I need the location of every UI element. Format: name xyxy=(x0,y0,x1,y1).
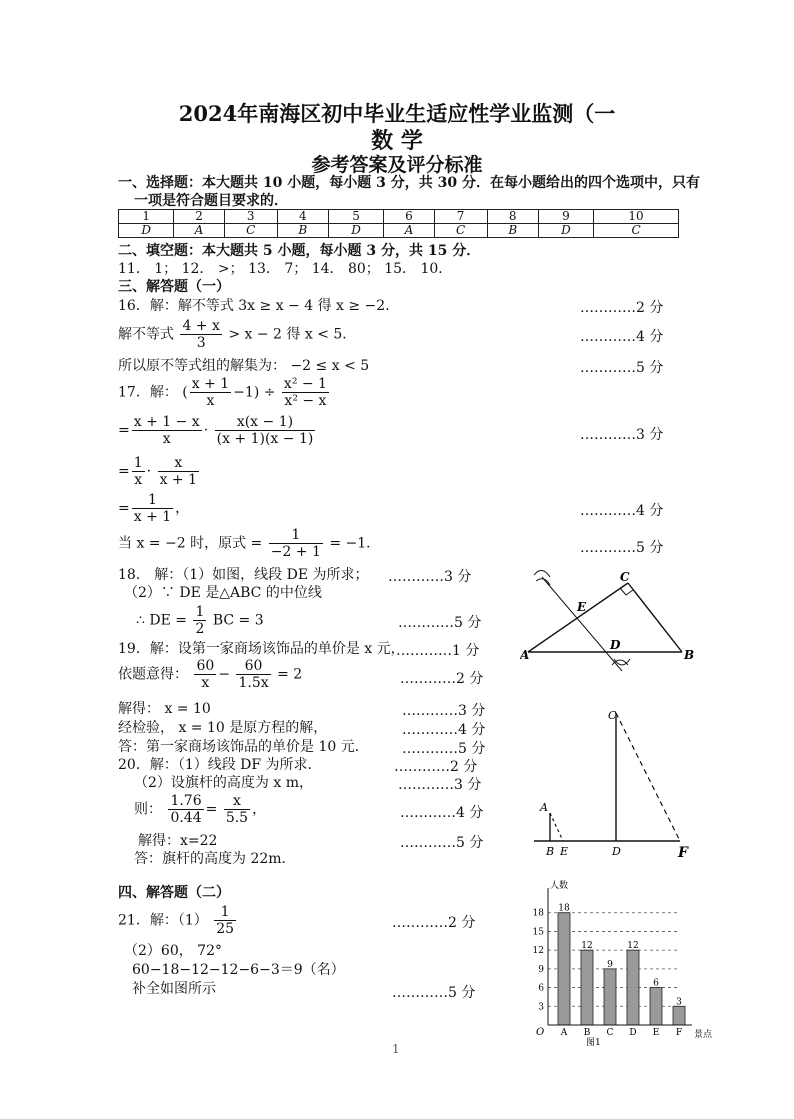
q20-line5: 答：旗杆的高度为 22m． xyxy=(134,851,296,867)
q18-frac xyxy=(193,604,206,637)
q20-line3-pre: 则： xyxy=(134,801,162,818)
q21-line1-pre: 21．解：（1） xyxy=(118,912,208,929)
frac-numerator: 4 + x xyxy=(182,318,220,334)
frac-denominator: 1.5x xyxy=(238,675,269,691)
q18-line3-post: BC = 3 xyxy=(212,612,264,629)
q21-line4: 补全如图所示 xyxy=(132,981,216,997)
q20-line1: 20．解：（1）线段 DF 为所求． xyxy=(118,757,322,773)
fill-in-answers: 11． 1； 12． >； 13． 7； 14． 80； 15． 10． xyxy=(118,261,453,277)
q17-frac-a xyxy=(190,376,231,409)
bar-D xyxy=(627,950,639,1025)
frac-numerator: x + 1 − x xyxy=(133,414,200,430)
y-tick-label: 9 xyxy=(538,964,544,975)
q19-line1: 19．解：设第一家商场该饰品的单价是 x 元， xyxy=(118,641,405,657)
q17-frac-b xyxy=(282,376,329,409)
q16-fraction xyxy=(180,318,221,351)
answer-cell: A xyxy=(384,224,434,238)
answer-cell: C xyxy=(594,224,679,238)
frac-denominator: 25 xyxy=(216,921,235,937)
frac-denominator: 3 xyxy=(196,335,206,351)
qnum-cell: 7 xyxy=(434,210,487,224)
frac-numerator: x + 1 xyxy=(191,376,230,392)
bar-value-label: 9 xyxy=(607,959,613,970)
label-d: D xyxy=(610,638,621,652)
answer-cell: D xyxy=(538,224,593,238)
answer-cell: C xyxy=(434,224,487,238)
q21-bar-chart xyxy=(522,878,722,1048)
x-tick-label: F xyxy=(675,1028,683,1038)
frac-denominator: −2 + 1 xyxy=(270,544,321,560)
frac-denominator: (x + 1)(x − 1) xyxy=(216,431,314,447)
frac-numerator: x² − 1 xyxy=(283,376,327,392)
q16-line2-post: > x − 2 得 x < 5． xyxy=(228,326,357,343)
answer-row xyxy=(119,224,679,238)
q19-line2: 依题意得： $\frac{60}{x}$ − $\frac{60}{1.5x}$ = 2 xyxy=(118,658,303,691)
q18-triangle-figure xyxy=(520,555,700,675)
q19-frac-a xyxy=(194,658,216,691)
qnum-cell: 9 xyxy=(538,210,593,224)
q21-points4: …………5 分 xyxy=(392,985,476,1001)
q20-line4: 解得：x=22 xyxy=(138,833,218,849)
q20-points2: …………3 分 xyxy=(398,777,482,793)
q17-step5 xyxy=(118,527,380,560)
qnum-cell: 2 xyxy=(174,210,224,224)
label-f: F xyxy=(678,845,688,861)
bar-E xyxy=(650,988,662,1025)
x-tick-label: C xyxy=(606,1028,614,1038)
bar-B xyxy=(581,950,593,1025)
q20-points1: …………2 分 xyxy=(394,759,478,775)
q19-points2: …………2 分 xyxy=(400,671,484,687)
q17-step5-pre: 当 x = −2 时，原式 = xyxy=(118,535,263,552)
q17-frac-e xyxy=(132,455,145,488)
q19-line5: 答：第一家商场该饰品的单价是 10 元． xyxy=(118,739,369,755)
bar-value-label: 18 xyxy=(558,903,570,914)
y-axis-label: 人数 xyxy=(550,881,569,891)
q17-step5-post: = −1． xyxy=(329,535,381,552)
q18-points3: …………5 分 xyxy=(398,615,482,631)
frac-denominator: x xyxy=(206,393,215,409)
qnum-cell: 10 xyxy=(594,210,679,224)
qnum-cell: 4 xyxy=(277,210,328,224)
x-tick-label: B xyxy=(583,1028,591,1038)
q21-points1: …………2 分 xyxy=(392,915,476,931)
frac-denominator: 0.44 xyxy=(170,810,202,826)
frac-denominator: x + 1 xyxy=(159,472,197,488)
answer-cell: D xyxy=(119,224,174,238)
q19-points3: …………3 分 xyxy=(402,703,486,719)
q16-line1: 16．解：解不等式 3x ≥ x − 4 得 x ≥ −2． xyxy=(118,298,400,314)
frac-denominator: x² − x xyxy=(284,393,327,409)
y-tick-label: 3 xyxy=(538,1002,544,1013)
q17-step3: = $\frac{1}{x}$ · $\frac{x}{x + 1}$ xyxy=(118,455,197,488)
x-tick-label: E xyxy=(652,1028,660,1038)
frac-numerator: x(x − 1) xyxy=(215,414,316,431)
qnum-cell: 5 xyxy=(328,210,383,224)
chart-title: 图1 xyxy=(586,1038,601,1048)
qnum-cell: 8 xyxy=(487,210,538,224)
q19-line2-pre: 依题意得： xyxy=(118,666,188,683)
q20-points3: …………4 分 xyxy=(400,805,484,821)
frac-numerator: 60 xyxy=(196,658,215,674)
answer-cell: B xyxy=(487,224,538,238)
y-tick-label: 15 xyxy=(532,927,544,938)
chart-bars xyxy=(558,904,685,1038)
label-b: B xyxy=(546,845,555,858)
bar-value-label: 12 xyxy=(581,941,593,952)
q21-line1 xyxy=(118,904,238,937)
q16-points1: …………2 分 xyxy=(580,300,664,316)
answer-cell: B xyxy=(277,224,328,238)
q21-frac xyxy=(214,904,236,937)
q18-points1: …………3 分 xyxy=(388,569,472,585)
q20-line2: （2）设旗杆的高度为 x m， xyxy=(134,775,313,791)
page-number: 1 xyxy=(392,1042,400,1056)
section1-heading-cont: 一项是符合题目要求的． xyxy=(134,193,288,209)
q16-line2 xyxy=(118,318,356,351)
bar-value-label: 6 xyxy=(653,978,659,989)
q19-line4: 经检验， x = 10 是原方程的解， xyxy=(118,720,328,736)
section4-heading: 四、解答题（二） xyxy=(118,885,230,901)
q17-frac-f xyxy=(158,455,199,488)
q18-line3-pre: ∴ DE = xyxy=(136,612,187,629)
q17-step1: 17．解： ( $\frac{x + 1}{x}$ −1) ÷ $\frac{\text{x² − 1}}{\text{x² − x}}$ xyxy=(118,376,327,409)
q19-frac-b xyxy=(236,658,270,691)
bar-C xyxy=(604,969,616,1025)
choice-answer-table xyxy=(118,209,679,238)
q20-points4: …………5 分 xyxy=(400,835,484,851)
q21-line3: 60−18−12−12−6−3＝9（名） xyxy=(132,962,345,978)
question-number-row xyxy=(119,210,679,224)
answer-cell: C xyxy=(224,224,277,238)
label-e: E xyxy=(560,845,569,858)
q17-points2: …………3 分 xyxy=(580,427,664,443)
y-tick-label: 6 xyxy=(538,983,544,994)
frac-numerator: 60 xyxy=(236,658,270,675)
section3-heading: 三、解答题（一） xyxy=(118,279,230,295)
arc-mark-bottom xyxy=(612,659,630,665)
q18-line1: 18． 解：（1）如图，线段 DE 为所求； xyxy=(118,567,369,583)
section2-heading: 二、填空题：本大题共 5 小题，每小题 3 分，共 15 分． xyxy=(118,243,481,259)
frac-denominator: x xyxy=(201,675,210,691)
q18-line3 xyxy=(136,604,264,637)
q18-line2: （2）∵ DE 是△ABC 的中位线 xyxy=(124,585,322,601)
doc-title: 2024年南海区初中毕业生适应性学业监测（一 xyxy=(178,101,616,126)
q16-points2: …………4 分 xyxy=(580,329,664,345)
frac-denominator: 2 xyxy=(195,621,205,637)
frac-numerator: 1.76 xyxy=(170,793,202,809)
frac-numerator: 1 xyxy=(195,604,205,620)
x-tick-label: D xyxy=(629,1028,637,1038)
qnum-cell: 6 xyxy=(384,210,434,224)
frac-denominator: x + 1 xyxy=(133,509,172,525)
subject-title: 数 学 xyxy=(371,128,423,154)
frac-numerator: 1 xyxy=(132,492,173,509)
q17-points4: …………4 分 xyxy=(580,503,664,519)
frac-numerator: x xyxy=(224,793,250,810)
x-tick-label: A xyxy=(560,1028,568,1038)
q16-line2-pre: 解不等式 xyxy=(118,326,174,343)
origin-label: O xyxy=(536,1027,545,1038)
x-axis-label: 景点 xyxy=(694,1030,713,1040)
q17-frac-c xyxy=(132,414,202,447)
bar-value-label: 3 xyxy=(676,997,682,1008)
q20-frac-b xyxy=(224,793,250,826)
q17-frac-d xyxy=(215,414,316,447)
y-tick-label: 12 xyxy=(532,946,544,957)
q17-points5: …………5 分 xyxy=(580,540,664,556)
q19-points4: …………4 分 xyxy=(402,722,486,738)
frac-denominator: x xyxy=(134,472,143,488)
qnum-cell: 1 xyxy=(119,210,174,224)
frac-denominator: x xyxy=(162,431,171,447)
label-d: D xyxy=(612,845,621,858)
q17-label: 17．解： xyxy=(118,384,178,401)
answer-cell: D xyxy=(328,224,383,238)
answer-cell: A xyxy=(174,224,224,238)
label-a: A xyxy=(520,648,530,662)
q17-step2: = $\frac{x + 1 - x}{x}$ · $\frac{x(x - 1)}{(x + 1)(x - 1)}$ xyxy=(118,414,314,447)
q19-points1: …………1 分 xyxy=(396,643,480,659)
answer-key-title: 参考答案及评分标准 xyxy=(311,154,483,176)
q17-step4: = $\frac{1}{x + 1}$ ， xyxy=(118,492,190,525)
label-b: B xyxy=(684,648,695,662)
q21-line2: （2）60， 72° xyxy=(124,943,222,959)
frac-numerator: x xyxy=(158,455,199,472)
label-c: C xyxy=(620,570,630,584)
frac-numerator: 1 xyxy=(133,455,143,471)
light-ray-cf xyxy=(616,713,680,841)
side-cb xyxy=(628,583,682,652)
q17-frac-h xyxy=(269,527,323,560)
q19-line2-post: = 2 xyxy=(277,666,303,683)
q19-line3: 解得： x = 10 xyxy=(118,701,211,717)
frac-denominator: 5.5 xyxy=(225,810,249,826)
q20-frac-a xyxy=(168,793,203,826)
q16-points3: …………5 分 xyxy=(580,360,664,376)
q20-line3: 则： $\frac{1.76}{0.44}$ = $\frac{x}{5.5}$ ， xyxy=(134,793,267,826)
bar-A xyxy=(558,913,570,1025)
section1-heading: 一、选择题：本大题共 10 小题，每小题 3 分，共 30 分．在每小题给出的四个选项中，只有 xyxy=(118,175,700,191)
light-ray-ae xyxy=(550,813,563,841)
qnum-cell: 3 xyxy=(224,210,277,224)
label-e: E xyxy=(577,600,587,614)
q17-frac-g xyxy=(132,492,173,525)
y-tick-label: 18 xyxy=(532,908,544,919)
label-a: A xyxy=(540,801,548,814)
q19-points5: …………5 分 xyxy=(402,741,486,757)
q20-flagpole-figure xyxy=(530,705,710,865)
frac-numerator: 1 xyxy=(214,904,236,921)
bar-value-label: 12 xyxy=(627,941,639,952)
perpendicular-bisector xyxy=(542,577,622,671)
q16-line3: 所以原不等式组的解集为： −2 ≤ x < 5 xyxy=(118,358,370,374)
label-c: C xyxy=(608,709,617,722)
frac-numerator: 1 xyxy=(269,527,323,544)
bar-F xyxy=(673,1006,685,1025)
right-angle-mark xyxy=(620,588,633,595)
